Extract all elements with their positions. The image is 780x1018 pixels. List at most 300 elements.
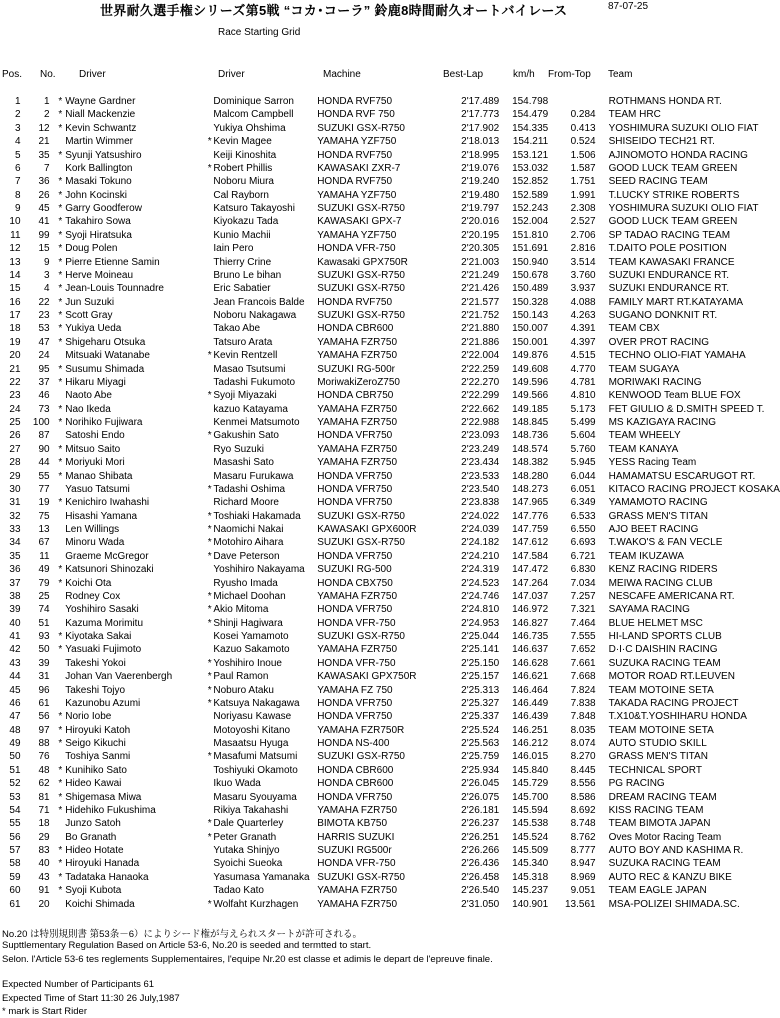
start-rider-mark-1: * <box>58 149 63 161</box>
grid-row <box>0 817 780 830</box>
grid-from-top: 1.751 <box>570 176 596 188</box>
start-rider-mark-1: * <box>58 109 63 121</box>
grid-row <box>0 336 780 349</box>
grid-pos: 13 <box>9 256 21 268</box>
grid-driver-1: Minoru Wada <box>65 537 125 549</box>
grid-speed: 149.876 <box>512 350 549 362</box>
grid-best-lap: 2'25.313 <box>461 684 500 696</box>
grid-number: 4 <box>44 283 50 295</box>
start-rider-mark-1 <box>50 510 63 523</box>
grid-number: 53 <box>38 323 50 335</box>
grid-driver-2: Gakushin Sato <box>213 430 279 442</box>
start-rider-mark-1 <box>50 603 63 616</box>
start-rider-mark-2 <box>206 804 213 817</box>
grid-driver-2: Akio Mitoma <box>213 604 269 616</box>
grid-from-top: 8.074 <box>570 738 596 749</box>
grid-pos: 22 <box>9 376 21 388</box>
start-rider-mark-1: * <box>58 363 63 375</box>
grid-best-lap: 2'19.240 <box>461 176 500 188</box>
grid-speed: 152.004 <box>512 216 549 228</box>
grid-row <box>0 309 780 322</box>
grid-driver-2: Tadashi Fukumoto <box>213 376 296 388</box>
start-rider-mark-2 <box>206 710 213 723</box>
grid-driver-2: Toshiyuki Okamoto <box>213 764 298 776</box>
grid-driver-2: Ryo Suzuki <box>213 443 264 455</box>
grid-from-top: 6.533 <box>570 510 596 522</box>
start-rider-mark-2 <box>206 456 213 469</box>
grid-machine: HONDA VFR750 <box>317 430 393 442</box>
grid-best-lap: 2'31.050 <box>461 898 500 910</box>
grid-best-lap: 2'21.426 <box>461 283 500 295</box>
grid-best-lap: 2'24.810 <box>461 604 500 616</box>
grid-driver-2: Kazuo Sakamoto <box>213 644 290 656</box>
grid-from-top: 5.499 <box>570 417 596 428</box>
start-rider-mark-2: * <box>207 751 212 763</box>
grid-driver-2: Masaru Syouyama <box>213 791 297 803</box>
grid-row <box>0 122 780 135</box>
grid-speed: 145.840 <box>512 764 549 776</box>
grid-pos: 8 <box>14 189 21 201</box>
grid-driver-2: Iain Pero <box>213 243 254 255</box>
grid-machine: YAMAHA FZR750 <box>317 590 398 602</box>
grid-number: 50 <box>38 644 50 656</box>
grid-from-top: 8.762 <box>570 831 596 843</box>
start-rider-mark-1 <box>50 697 63 710</box>
grid-from-top: 1.587 <box>570 162 596 174</box>
grid-row <box>0 884 780 897</box>
grid-number: 56 <box>38 711 50 723</box>
grid-from-top: 13.561 <box>565 898 596 910</box>
grid-best-lap: 2'22.299 <box>461 390 500 402</box>
grid-driver-1: Yoshihiro Sasaki <box>65 604 139 616</box>
grid-driver-2: Yoshihiro Inoue <box>213 657 282 669</box>
grid-speed: 147.759 <box>512 524 549 535</box>
grid-driver-2: Michael Doohan <box>213 590 286 602</box>
start-rider-mark-2 <box>206 336 213 349</box>
grid-pos: 52 <box>9 778 21 790</box>
start-rider-mark-1: * <box>58 189 63 201</box>
grid-speed: 151.691 <box>512 243 549 255</box>
grid-row <box>0 108 780 121</box>
grid-team: TEAM KANAYA <box>608 443 679 455</box>
grid-best-lap: 2'20.305 <box>461 243 500 255</box>
grid-speed: 146.972 <box>512 604 549 616</box>
grid-row <box>0 135 780 148</box>
col-header-kmh: km/h <box>513 69 535 80</box>
grid-team: MEIWA RACING CLUB <box>608 577 713 589</box>
grid-driver-1: Takeshi Yokoi <box>65 657 126 669</box>
grid-pos: 25 <box>9 417 21 428</box>
grid-team: T.WAKO'S & FAN VECLE <box>608 537 723 549</box>
grid-speed: 146.439 <box>512 711 549 723</box>
grid-row <box>0 389 780 402</box>
start-rider-mark-2: * <box>207 617 212 629</box>
grid-number: 29 <box>38 831 50 843</box>
grid-driver-2: Masashi Sato <box>213 457 274 469</box>
grid-team: TEAM CBX <box>608 323 660 335</box>
grid-from-top: 5.945 <box>570 457 596 469</box>
grid-best-lap: 2'24.039 <box>461 524 500 535</box>
grid-machine: HONDA VFR750 <box>317 550 393 562</box>
grid-row <box>0 684 780 697</box>
grid-driver-2: Kunio Machii <box>213 229 271 241</box>
grid-row <box>0 670 780 683</box>
grid-driver-2: Noboru Miura <box>213 176 274 188</box>
grid-driver-1: Seigo Kikuchi <box>65 738 126 749</box>
grid-from-top: 2.527 <box>570 216 596 228</box>
grid-driver-2: Ryusho Imada <box>213 577 278 589</box>
grid-from-top: 7.848 <box>570 711 596 723</box>
grid-driver-1: Niall Mackenzie <box>65 109 136 121</box>
grid-driver-1: Garry Goodferow <box>65 203 142 214</box>
grid-row <box>0 804 780 817</box>
start-rider-mark-1 <box>50 684 63 697</box>
grid-pos: 43 <box>9 657 21 669</box>
start-rider-mark-2 <box>206 95 213 108</box>
grid-row <box>0 764 780 777</box>
grid-pos: 18 <box>9 323 21 335</box>
grid-from-top: 6.550 <box>570 524 596 535</box>
grid-driver-1: Hideo Kawai <box>65 778 122 790</box>
start-rider-mark-1: * <box>58 738 63 749</box>
start-rider-mark-1 <box>50 817 63 830</box>
grid-pos: 4 <box>14 136 21 148</box>
grid-driver-2: Ikuo Wada <box>213 778 261 790</box>
grid-best-lap: 2'20.016 <box>461 216 500 228</box>
grid-driver-2: Dale Quarterley <box>213 818 284 830</box>
grid-number: 76 <box>38 751 50 763</box>
grid-number: 11 <box>39 550 50 562</box>
grid-pos: 5 <box>14 149 21 161</box>
grid-speed: 154.798 <box>512 96 549 107</box>
grid-number: 45 <box>38 203 50 214</box>
grid-driver-1: Mitsuaki Watanabe <box>65 350 150 362</box>
grid-from-top: 8.969 <box>570 871 596 883</box>
grid-team: TECHNICAL SPORT <box>608 764 702 776</box>
grid-machine: KAWASAKI ZXR-7 <box>317 162 401 174</box>
grid-driver-1: Yukiya Ueda <box>65 323 122 335</box>
grid-row <box>0 416 780 429</box>
grid-pos: 60 <box>9 885 21 897</box>
grid-number: 93 <box>38 631 50 642</box>
grid-team: YOSHIMURA SUZUKI OLIO FIAT <box>608 203 759 214</box>
grid-team: GOOD LUCK TEAM GREEN <box>608 216 738 228</box>
grid-pos: 49 <box>9 738 21 749</box>
grid-from-top: 2.308 <box>570 203 596 214</box>
grid-number: 23 <box>38 310 50 321</box>
grid-driver-1: Jean-Louis Tounnadre <box>65 283 164 295</box>
grid-driver-1: Koichi Ota <box>65 577 112 589</box>
grid-driver-1: Bo Granath <box>65 831 117 843</box>
grid-number: 91 <box>38 885 50 897</box>
start-rider-mark-1: * <box>58 256 63 268</box>
grid-team: SUZUKA RACING TEAM <box>608 858 721 870</box>
grid-driver-2: Noboru Nakagawa <box>213 310 297 321</box>
grid-speed: 146.212 <box>512 738 549 749</box>
grid-driver-1: Pierre Etienne Samin <box>65 256 160 268</box>
grid-machine: HONDA CBX750 <box>317 577 393 589</box>
grid-from-top: 4.770 <box>570 363 596 375</box>
start-rider-mark-2: * <box>207 590 212 602</box>
grid-number: 83 <box>38 845 50 856</box>
grid-speed: 150.678 <box>512 269 549 281</box>
grid-pos: 46 <box>9 697 21 709</box>
start-rider-mark-1 <box>50 590 63 603</box>
grid-driver-1: Syoji Hiratsuka <box>65 229 132 241</box>
starting-grid-table <box>0 95 780 911</box>
start-rider-mark-1: * <box>58 269 63 281</box>
grid-from-top: 7.555 <box>570 631 596 642</box>
grid-speed: 154.479 <box>512 109 549 121</box>
start-rider-mark-2 <box>206 122 213 135</box>
grid-best-lap: 2'24.523 <box>461 577 500 589</box>
grid-speed: 152.243 <box>512 203 549 214</box>
start-rider-mark-1: * <box>58 216 63 228</box>
grid-best-lap: 2'25.563 <box>461 738 500 749</box>
start-rider-mark-2 <box>206 496 213 509</box>
grid-team: TEAM WHEELY <box>608 430 681 442</box>
grid-driver-1: Shigemasa Miwa <box>65 791 142 803</box>
grid-machine: SUZUKI GSX-R750 <box>317 310 405 321</box>
grid-driver-1: Mitsuo Saito <box>65 443 121 455</box>
grid-driver-1: Kenichiro Iwahashi <box>65 497 150 509</box>
grid-driver-2: Masaatsu Hyuga <box>213 738 289 749</box>
grid-best-lap: 2'17.773 <box>461 109 500 121</box>
grid-speed: 147.612 <box>512 537 549 549</box>
grid-best-lap: 2'23.540 <box>461 483 500 495</box>
grid-speed: 149.566 <box>512 390 549 402</box>
grid-driver-1: Yasuaki Fujimoto <box>65 644 142 656</box>
grid-row <box>0 443 780 456</box>
grid-machine: HONDA CBR600 <box>317 778 394 790</box>
grid-from-top: 1.506 <box>570 149 596 161</box>
grid-speed: 149.608 <box>512 363 549 375</box>
start-rider-mark-2: * <box>207 697 212 709</box>
grid-driver-1: Takeshi Tojyo <box>65 684 126 696</box>
grid-best-lap: 2'25.524 <box>461 724 500 736</box>
grid-team: YESS Racing Team <box>608 457 697 469</box>
grid-driver-1: Moriyuki Mori <box>65 457 125 469</box>
grid-number: 41 <box>38 216 50 228</box>
grid-machine: YAMAHA FZR750 <box>317 644 398 656</box>
grid-pos: 31 <box>9 497 21 509</box>
start-rider-mark-2 <box>206 764 213 777</box>
start-rider-mark-2 <box>206 189 213 202</box>
grid-from-top: 2.816 <box>570 243 596 255</box>
grid-row <box>0 871 780 884</box>
grid-team: SUZUKI ENDURANCE RT. <box>608 269 729 281</box>
grid-machine: SUZUKI GSX-R750 <box>317 122 405 134</box>
grid-speed: 147.584 <box>512 550 549 562</box>
grid-team: YOSHIMURA SUZUKI OLIO FIAT <box>608 122 759 134</box>
grid-row <box>0 590 780 603</box>
grid-best-lap: 2'22.988 <box>461 417 500 428</box>
grid-from-top: 4.810 <box>570 390 596 402</box>
grid-pos: 42 <box>9 644 21 656</box>
grid-driver-2: Motoyoshi Kitano <box>213 724 291 736</box>
grid-best-lap: 2'26.458 <box>461 871 500 883</box>
grid-row <box>0 496 780 509</box>
grid-driver-1: Toshiya Sanmi <box>65 751 131 763</box>
start-rider-mark-1: * <box>58 376 63 388</box>
grid-team: D·I·C DAISHIN RACING <box>608 644 718 656</box>
grid-best-lap: 2'21.886 <box>461 336 500 348</box>
grid-pos: 12 <box>9 243 21 255</box>
grid-machine: HONDA CBR600 <box>317 764 394 776</box>
grid-pos: 56 <box>9 831 21 843</box>
grid-machine: SUZUKI GSX-R750 <box>317 537 405 549</box>
grid-team: TAKADA RACING PROJECT <box>608 697 739 709</box>
grid-number: 7 <box>44 162 50 174</box>
start-rider-mark-2: * <box>207 537 212 549</box>
grid-team: GOOD LUCK TEAM GREEN <box>608 162 738 174</box>
grid-pos: 26 <box>9 430 21 442</box>
grid-number: 43 <box>38 871 50 883</box>
grid-driver-2: Noriyasu Kawase <box>213 711 292 723</box>
grid-speed: 146.464 <box>512 684 549 696</box>
grid-from-top: 8.777 <box>570 845 596 856</box>
start-rider-mark-2: * <box>207 831 212 843</box>
grid-pos: 15 <box>9 283 21 295</box>
grid-machine: YAMAHA FZR750 <box>317 804 398 816</box>
grid-driver-2: Shinji Hagiwara <box>213 617 283 629</box>
grid-driver-1: Wayne Gardner <box>65 96 136 107</box>
grid-speed: 145.340 <box>512 858 549 870</box>
start-rider-mark-1: * <box>58 804 63 816</box>
grid-driver-1: Nao Ikeda <box>65 403 111 415</box>
grid-speed: 148.845 <box>512 417 549 428</box>
col-header-team: Team <box>608 69 633 80</box>
grid-from-top: 7.257 <box>570 590 596 602</box>
grid-driver-1: Shigeharu Otsuka <box>65 336 146 348</box>
grid-best-lap: 2'26.181 <box>461 804 500 816</box>
grid-driver-1: Kazuma Morimitu <box>65 617 144 629</box>
grid-pos: 20 <box>9 350 21 362</box>
grid-best-lap: 2'18.995 <box>461 149 500 161</box>
grid-row <box>0 175 780 188</box>
grid-best-lap: 2'26.237 <box>461 818 500 830</box>
grid-driver-1: Koichi Shimada <box>65 898 135 910</box>
grid-best-lap: 2'25.150 <box>461 657 500 669</box>
grid-speed: 146.827 <box>512 617 549 629</box>
grid-from-top: 3.760 <box>570 269 596 281</box>
grid-best-lap: 2'24.022 <box>461 510 500 522</box>
grid-number: 99 <box>38 229 50 241</box>
grid-pos: 54 <box>9 804 21 816</box>
grid-row <box>0 95 780 108</box>
grid-pos: 50 <box>9 751 21 763</box>
start-rider-mark-1: * <box>58 122 63 134</box>
start-rider-mark-1: * <box>58 417 63 428</box>
grid-machine: SUZUKI RG-500r <box>317 363 395 375</box>
grid-team: DREAM RACING TEAM <box>608 791 717 803</box>
grid-team: TECHNO OLIO-FIAT YAMAHA <box>608 350 746 362</box>
grid-number: 100 <box>32 417 50 428</box>
grid-pos: 9 <box>14 203 21 214</box>
grid-driver-1: Kazunobu Azumi <box>65 697 141 709</box>
grid-machine: HONDA CBR600 <box>317 323 394 335</box>
grid-from-top: 6.044 <box>570 470 596 482</box>
grid-row <box>0 750 780 763</box>
grid-team: AJO BEET RACING <box>608 524 699 535</box>
grid-from-top: 0.413 <box>570 122 596 134</box>
grid-driver-1: Naoto Abe <box>65 390 112 402</box>
start-rider-mark-1: * <box>58 296 63 308</box>
grid-from-top: 7.661 <box>570 657 596 669</box>
grid-number: 55 <box>38 470 50 482</box>
grid-driver-1: Junzo Satoh <box>65 818 121 830</box>
grid-speed: 145.729 <box>512 778 549 790</box>
grid-team: ROTHMANS HONDA RT. <box>608 96 722 107</box>
grid-from-top: 0.284 <box>570 109 596 121</box>
grid-machine: YAMAHA FZR750 <box>317 457 398 469</box>
grid-pos: 48 <box>9 724 21 736</box>
grid-speed: 147.472 <box>512 564 549 576</box>
grid-number: 88 <box>38 738 50 749</box>
grid-number: 15 <box>38 243 50 255</box>
grid-team: AUTO STUDIO SKILL <box>608 738 707 749</box>
grid-machine: SUZUKI GSX-R750 <box>317 871 405 883</box>
grid-driver-1: Doug Polen <box>65 243 118 255</box>
start-rider-mark-2 <box>206 777 213 790</box>
start-rider-mark-1: * <box>58 176 63 188</box>
grid-team: T.DAITO POLE POSITION <box>608 243 727 255</box>
grid-from-top: 8.270 <box>570 751 596 763</box>
grid-best-lap: 2'24.746 <box>461 590 500 602</box>
grid-driver-1: Jun Suzuki <box>65 296 115 308</box>
start-rider-mark-1: * <box>58 203 63 214</box>
grid-best-lap: 2'25.044 <box>461 631 500 642</box>
grid-speed: 150.007 <box>512 323 549 335</box>
grid-machine: Kawasaki GPX750R <box>317 256 408 268</box>
start-rider-mark-2 <box>206 630 213 643</box>
start-rider-mark-2: * <box>207 483 212 495</box>
grid-speed: 148.280 <box>512 470 549 482</box>
grid-best-lap: 2'25.934 <box>461 764 500 776</box>
document-date: 87-07-25 <box>608 1 649 12</box>
grid-speed: 150.143 <box>512 310 549 321</box>
grid-machine: HONDA VFR750 <box>317 791 393 803</box>
grid-driver-2: Masafumi Matsumi <box>213 751 298 763</box>
grid-driver-1: Tadataka Hanaoka <box>65 871 149 883</box>
grid-pos: 41 <box>9 631 21 642</box>
start-rider-mark-1: * <box>58 229 63 241</box>
grid-row <box>0 269 780 282</box>
grid-number: 13 <box>38 524 50 535</box>
grid-driver-1: Len Willings <box>65 524 120 535</box>
grid-from-top: 8.586 <box>570 791 596 803</box>
grid-row <box>0 162 780 175</box>
grid-driver-1: Hiroyuki Hanada <box>65 858 140 870</box>
grid-pos: 1 <box>14 96 21 107</box>
grid-best-lap: 2'19.797 <box>461 203 500 214</box>
grid-row <box>0 857 780 870</box>
grid-speed: 146.449 <box>512 697 549 709</box>
grid-team: Oves Motor Racing Team <box>608 831 722 843</box>
grid-number: 37 <box>38 376 50 388</box>
grid-from-top: 6.721 <box>570 550 596 562</box>
grid-driver-1: Kunihiko Sato <box>65 764 127 776</box>
grid-pos: 38 <box>9 590 21 602</box>
grid-team: TEAM BIMOTA JAPAN <box>608 818 711 830</box>
grid-number: 19 <box>38 497 50 509</box>
document-subtitle: Race Starting Grid <box>218 27 301 38</box>
grid-speed: 150.940 <box>512 256 549 268</box>
grid-speed: 149.185 <box>512 403 549 415</box>
start-rider-mark-2: * <box>207 818 212 830</box>
grid-driver-1: Hideo Hotate <box>65 845 124 856</box>
grid-machine: YAMAHA YZF750 <box>317 229 397 241</box>
